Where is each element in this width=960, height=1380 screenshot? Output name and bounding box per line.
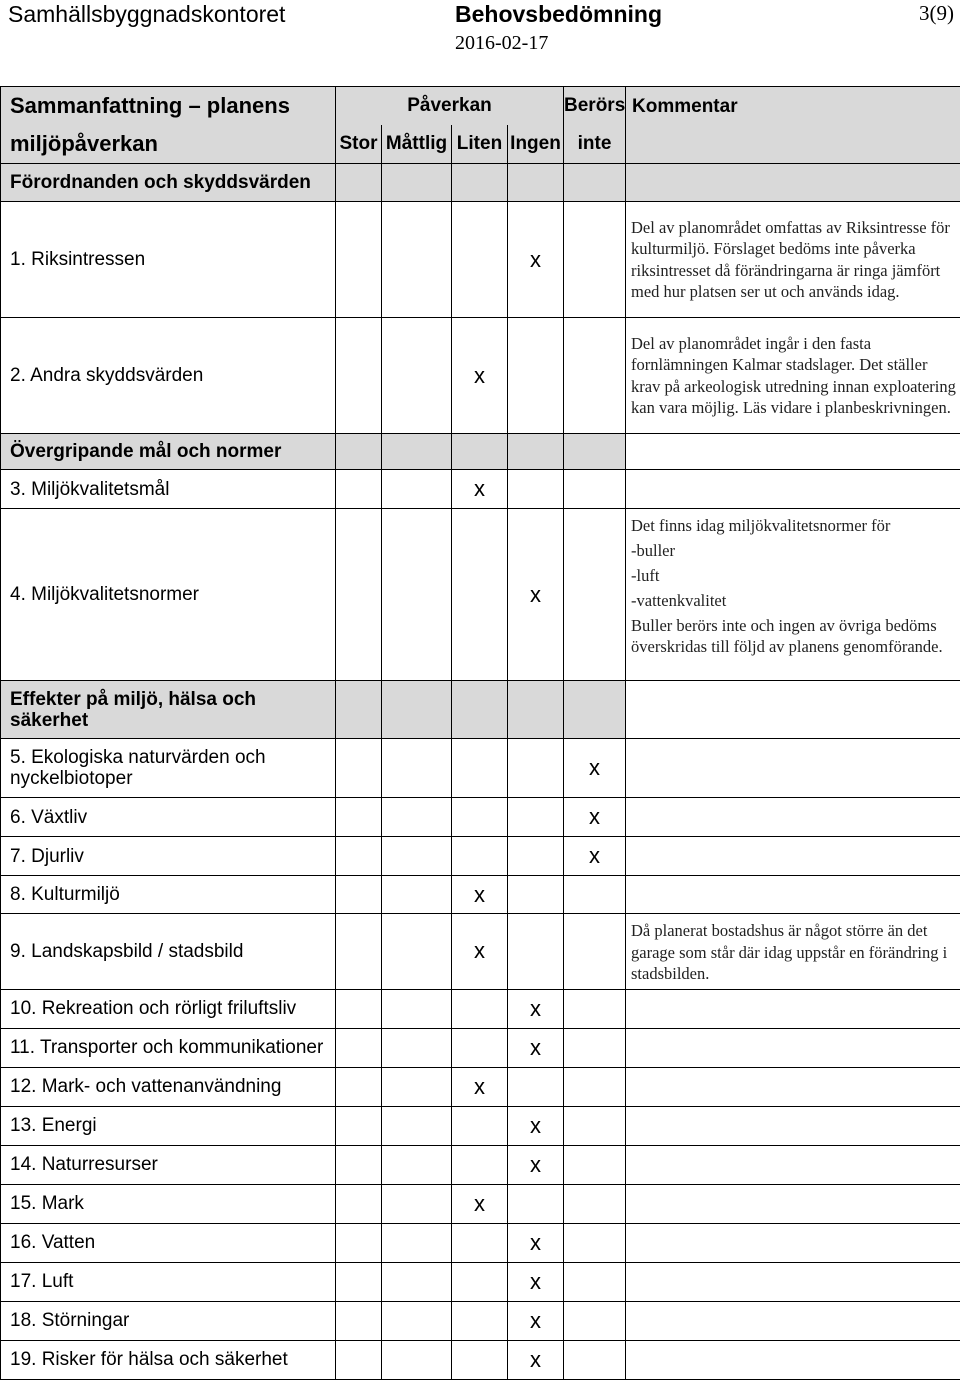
section-heading: Övergripande mål och normer — [1, 434, 336, 470]
row-label-line1: 5. Ekologiska naturvärden och — [10, 747, 335, 768]
mark-ingen: x — [508, 202, 564, 318]
section-row — [1, 681, 960, 739]
table-row — [1, 1028, 960, 1067]
table-row — [1, 1067, 960, 1106]
row-label: 1. Riksintressen — [1, 202, 336, 318]
table-row — [1, 876, 960, 914]
mark-ingen: x — [508, 989, 564, 1028]
mark-ingen: x — [508, 1262, 564, 1301]
row-label — [1, 739, 336, 798]
document-date: 2016-02-17 — [455, 32, 548, 55]
row-label: 6. Växtliv — [1, 798, 336, 837]
table-row — [1, 989, 960, 1028]
level-mattlig: Måttlig — [382, 125, 452, 164]
row-label: 16. Vatten — [1, 1223, 336, 1262]
mark-berors-inte: x — [564, 739, 626, 798]
table-row — [1, 1340, 960, 1379]
impact-header: Påverkan — [336, 87, 564, 126]
mark-berors-inte: x — [564, 837, 626, 876]
affects-header-line2: inte — [564, 125, 626, 164]
affects-header-line1: Berörs — [564, 87, 626, 126]
mark-ingen: x — [508, 1223, 564, 1262]
table-row — [1, 1301, 960, 1340]
row-label: 18. Störningar — [1, 1301, 336, 1340]
row-label: 4. Miljökvalitetsnormer — [1, 509, 336, 681]
section-row — [1, 434, 960, 470]
row-label: 3. Miljökvalitetsmål — [1, 470, 336, 509]
level-ingen: Ingen — [508, 125, 564, 164]
table-row — [1, 1262, 960, 1301]
mark-liten: x — [452, 1067, 508, 1106]
row-label: 13. Energi — [1, 1106, 336, 1145]
mark-liten: x — [452, 914, 508, 990]
table-row — [1, 1145, 960, 1184]
row-comment — [626, 509, 960, 681]
section-row — [1, 164, 960, 202]
mark-ingen: x — [508, 1301, 564, 1340]
row-label: 12. Mark- och vattenanvändning — [1, 1067, 336, 1106]
section-heading — [1, 681, 336, 739]
mark-ingen: x — [508, 509, 564, 681]
document-title: Behovsbedömning — [455, 1, 662, 28]
mark-ingen: x — [508, 1106, 564, 1145]
row-label: 17. Luft — [1, 1262, 336, 1301]
row-label: 8. Kulturmiljö — [1, 876, 336, 914]
table-row — [1, 318, 960, 434]
section-heading-line2: säkerhet — [10, 710, 335, 731]
table-row — [1, 202, 960, 318]
row-comment: Då planerat bostadshus är något större än det garage som står där idag uppstår en förändring i stadsbilden. — [626, 914, 960, 990]
row-label: 15. Mark — [1, 1184, 336, 1223]
level-liten: Liten — [452, 125, 508, 164]
row-label: 19. Risker för hälsa och säkerhet — [1, 1340, 336, 1379]
page-header — [0, 0, 960, 80]
table-row — [1, 1106, 960, 1145]
comment-line: Det finns idag miljökvalitetsnormer för — [631, 515, 956, 536]
table-row — [1, 470, 960, 509]
row-comment: Del av planområdet omfattas av Riksintresse för kulturmiljö. Förslaget bedöms inte påverka riksintresset då förändringarna är ringa jämfört med hur platsen ser ut och används idag. — [626, 202, 960, 318]
row-label: 7. Djurliv — [1, 837, 336, 876]
assessment-table — [0, 86, 960, 1380]
mark-ingen: x — [508, 1340, 564, 1379]
mark-ingen: x — [508, 1145, 564, 1184]
row-comment: Del av planområdet ingår i den fasta fornlämningen Kalmar stadslager. Det ställer krav på arkeologisk utredning innan exploatering kan vara möjlig. Läs vidare i planbeskrivningen. — [626, 318, 960, 434]
page-number: 3(9) — [919, 1, 954, 26]
table-row — [1, 837, 960, 876]
table-row — [1, 914, 960, 990]
row-label: 10. Rekreation och rörligt friluftsliv — [1, 989, 336, 1028]
row-label-line2: nyckelbiotoper — [10, 768, 335, 789]
table-row — [1, 739, 960, 798]
section-heading: Förordnanden och skyddsvärden — [1, 164, 336, 202]
table-row — [1, 1223, 960, 1262]
office-name: Samhällsbyggnadskontoret — [8, 1, 285, 28]
section-heading-line1: Effekter på miljö, hälsa och — [10, 689, 335, 710]
comment-line: -vattenkvalitet — [631, 590, 956, 611]
summary-header-line2: miljöpåverkan — [10, 125, 335, 163]
mark-liten: x — [452, 876, 508, 914]
mark-liten: x — [452, 1184, 508, 1223]
table-row — [1, 509, 960, 681]
mark-liten: x — [452, 470, 508, 509]
table-row — [1, 798, 960, 837]
row-label: 2. Andra skyddsvärden — [1, 318, 336, 434]
mark-liten: x — [452, 318, 508, 434]
row-label: 9. Landskapsbild / stadsbild — [1, 914, 336, 990]
comment-line: -luft — [631, 565, 956, 586]
comment-line: -buller — [631, 540, 956, 561]
comment-header: Kommentar — [626, 87, 960, 164]
row-label: 14. Naturresurser — [1, 1145, 336, 1184]
summary-header-line1: Sammanfattning – planens — [10, 87, 335, 125]
comment-line: Buller berörs inte och ingen av övriga bedöms överskridas till följd av planens genomförande. — [631, 615, 956, 657]
mark-berors-inte: x — [564, 798, 626, 837]
row-label: 11. Transporter och kommunikationer — [1, 1028, 336, 1067]
level-stor: Stor — [336, 125, 382, 164]
mark-ingen: x — [508, 1028, 564, 1067]
table-header-row-1 — [1, 87, 960, 126]
summary-header — [1, 87, 336, 164]
table-row — [1, 1184, 960, 1223]
